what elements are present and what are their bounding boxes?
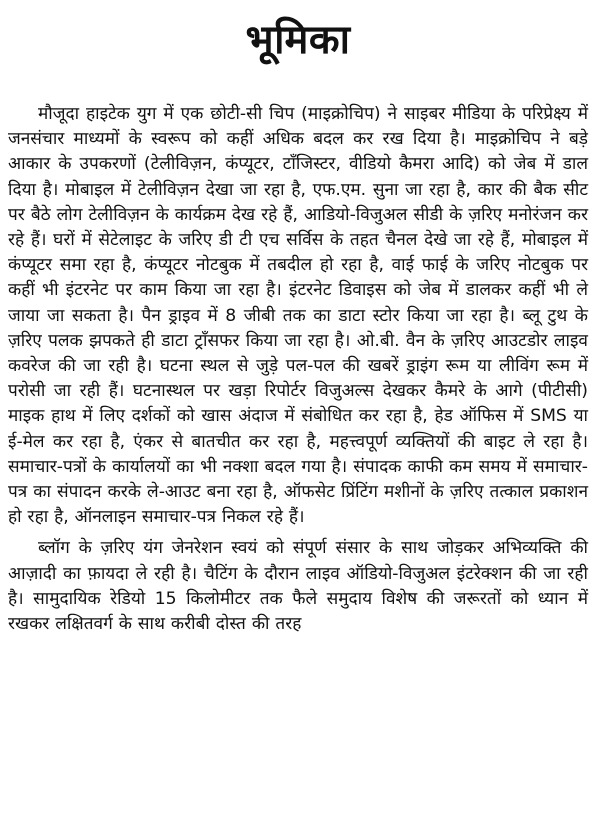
page-title: भूमिका [245,17,351,63]
paragraph-2: ब्लॉग के ज़रिए यंग जेनरेशन स्वयं को संपूर्ण संसार के साथ जोड़कर अभिव्यक्ति की आज़ादी का फ़ायदा ले रही है। चैटिंग के दौरान लाइव ऑडियो-विजुअल इंटरेक्शन की जा रही है। सामुदायिक रेडियो 15 किलोमीटर तक फैले समुदाय विशेष की जरूरतों को ध्यान में रखकर लक्षितवर्ग के साथ करीबी दोस्त की तरह [8,538,588,635]
paragraph-1: मौजूदा हाइटेक युग में एक छोटी-सी चिप (माइक्रोचिप) ने साइबर मीडिया के परिप्रेक्ष्य में जनसंचार माध्यमों के स्वरूप को कहीं अधिक बदल कर रख दिया है। माइक्रोचिप ने बड़े आकार के उपकरणों (टेलीविज़न, कंप्यूटर, टाँजिस्टर, वीडियो कैमरा आदि) को जेब में डाल दिया है। मोबाइल में टेलीविज़न देखा जा रहा है, एफ.एम. सुना जा रहा है, कार की बैक सीट पर बैठे लोग टेलीविज़न के कार्यक्रम देख रहे हैं, आडियो-विजुअल सीडी के ज़रिए मनोरंजन कर रहे हैं। घरों में सेटेलाइट के जरिए डी टी एच सर्विस के तहत चैनल देखे जा रहे हैं, मोबाइल में कंप्यूटर समा रहा है, कंप्यूटर नोटबुक में तबदील हो रहा है, वाई फाई के जरिए नोटबुक पर कहीं भी इंटरनेट पर काम किया जा रहा है। इंटरनेट डिवाइस को जेब में डालकर कहीं भी ले जाया जा सकता है। पैन ड्राइव में 8 जीबी तक का डाटा स्टोर किया जा रहा है। ब्लू टुथ के ज़रिए पलक झपकते ही डाटा ट्राँसफर किया जा रहा है। ओ.बी. वैन के ज़रिए आउटडोर लाइव कवरेज की जा रही है। घटना स्थल से जुड़े पल-पल की खबरें ड्राइंग रूम या लीविंग रूम में परोसी जा रही हैं। घटनास्थल पर खड़ा रिपोर्टर विजुअल्स देखकर कैमरे के आगे (पीटीसी) माइक हाथ में लिए दर्शकों को खास अंदाज में संबोधित कर रहा है, हेड ऑफिस में SMS या ई-मेल कर रहा है, एंकर से बातचीत कर रहा है, महत्त्वपूर्ण व्यक्तियों की बाइट ले रहा है। समाचार-पत्रों के कार्यालयों का भी नक्शा बदल गया है। संपादक काफी कम समय में समाचार-पत्र का संपादन करके ले-आउट बना रहा है, ऑफसेट प्रिंटिंग मशीनों के ज़रिए तत्काल प्रकाशन हो रहा है, ऑनलाइन समाचार-पत्र निकल रहे हैं। [8,104,588,528]
